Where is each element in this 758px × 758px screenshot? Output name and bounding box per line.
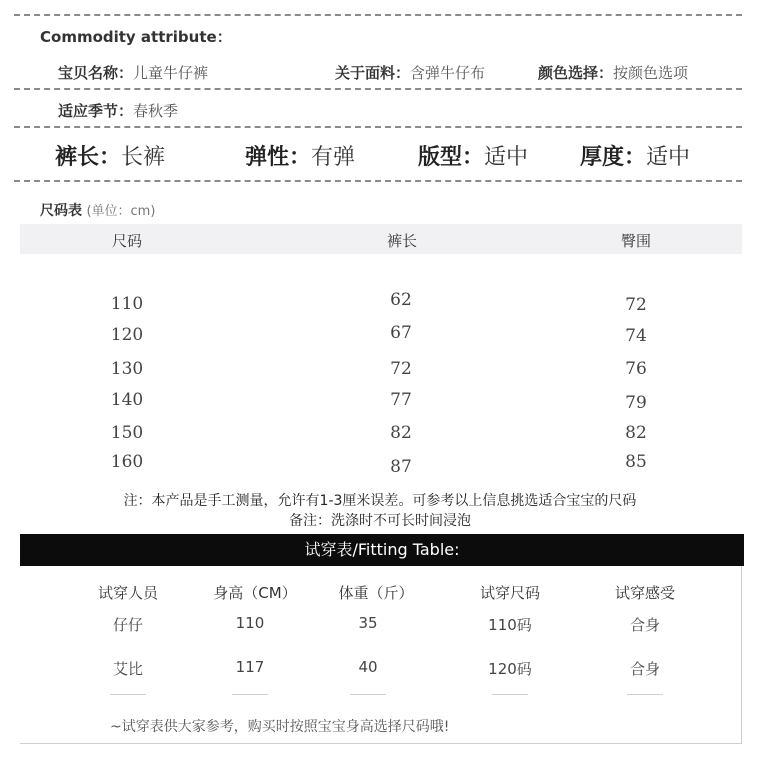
attr-value: 春秋季 <box>133 102 179 120</box>
feature-value: 有弹 <box>311 145 356 170</box>
fitting-header-size: 试穿尺码 <box>479 584 541 602</box>
attr-key: 适应季节： <box>58 102 134 120</box>
fitting-header-person: 试穿人员 <box>97 584 159 602</box>
fitting-cell-feel: 合身 <box>629 660 661 678</box>
size-cell-size: 160 <box>110 452 144 472</box>
fitting-cell-height: 117 <box>235 658 265 676</box>
size-table-label: 尺码表 <box>40 203 82 219</box>
fitting-cell-height: 110 <box>235 614 265 632</box>
size-header-length: 裤长 <box>386 232 418 250</box>
size-cell-length: 77 <box>390 390 412 410</box>
placeholder-dash <box>232 694 268 695</box>
attr-value: 儿童牛仔裤 <box>133 64 209 82</box>
size-cell-length: 62 <box>390 290 412 310</box>
feature-key: 版型： <box>418 145 485 170</box>
size-cell-hip: 74 <box>625 326 647 346</box>
feature-key: 厚度： <box>580 145 647 170</box>
attr-season <box>58 100 178 121</box>
fitting-cell-weight: 35 <box>358 614 378 632</box>
fitting-cell-person: 仔仔 <box>112 616 144 634</box>
feature-thickness <box>580 140 690 171</box>
feature-length <box>55 140 165 171</box>
divider <box>14 180 742 182</box>
size-table-unit: (单位：cm) <box>86 204 156 219</box>
attr-key: 宝贝名称： <box>58 64 134 82</box>
size-cell-hip: 76 <box>625 359 647 379</box>
attr-key: 关于面料： <box>335 64 411 82</box>
feature-elasticity <box>245 140 355 171</box>
attr-fabric <box>335 62 485 83</box>
feature-value: 适中 <box>484 145 529 170</box>
attr-key: 颜色选择： <box>538 64 614 82</box>
attr-value: 含弹牛仔布 <box>410 64 486 82</box>
size-cell-size: 130 <box>110 359 144 379</box>
feature-key: 裤长： <box>55 145 122 170</box>
fitting-header-height: 身高（CM） <box>213 584 297 602</box>
fitting-table-title: 试穿表/Fitting Table: <box>20 534 744 566</box>
size-cell-hip: 82 <box>625 423 647 443</box>
size-cell-length: 67 <box>390 323 412 343</box>
fitting-cell-size: 110码 <box>488 616 532 634</box>
size-cell-hip: 85 <box>625 452 647 472</box>
measurement-note: 注：本产品是手工测量，允许有1-3厘米误差。可参考以上信息挑选适合宝宝的尺码 <box>123 493 637 509</box>
size-cell-length: 82 <box>390 423 412 443</box>
feature-key: 弹性： <box>245 145 312 170</box>
size-cell-length: 72 <box>390 359 412 379</box>
placeholder-dash <box>492 694 528 695</box>
attr-color <box>538 62 688 83</box>
divider <box>14 14 742 16</box>
placeholder-dash <box>627 694 663 695</box>
size-cell-length: 87 <box>390 457 412 477</box>
feature-fit <box>418 140 528 171</box>
attr-value: 按颜色选项 <box>613 64 689 82</box>
fitting-cell-weight: 40 <box>358 658 378 676</box>
size-cell-size: 120 <box>110 325 144 345</box>
placeholder-dash <box>110 694 146 695</box>
fitting-header-weight: 体重（斤） <box>338 584 414 602</box>
fitting-footer-note: ~试穿表供大家参考，购买时按照宝宝身高选择尺码哦! <box>110 719 450 735</box>
size-cell-size: 110 <box>110 294 144 314</box>
divider <box>14 126 742 128</box>
feature-value: 适中 <box>646 145 691 170</box>
size-cell-hip: 72 <box>625 295 647 315</box>
size-header-hip: 臀围 <box>620 232 652 250</box>
placeholder-dash <box>350 694 386 695</box>
feature-value: 长裤 <box>121 145 166 170</box>
size-cell-size: 150 <box>110 423 144 443</box>
size-table-title <box>40 200 155 220</box>
fitting-cell-person: 艾比 <box>112 660 144 678</box>
washing-note: 备注：洗涤时不可长时间浸泡 <box>289 513 471 529</box>
attr-product-name <box>58 62 208 83</box>
size-cell-hip: 79 <box>625 393 647 413</box>
size-table-header <box>20 224 742 254</box>
size-cell-size: 140 <box>110 390 144 410</box>
commodity-attribute-title: Commodity attribute： <box>40 28 232 46</box>
fitting-cell-feel: 合身 <box>629 616 661 634</box>
size-header-size: 尺码 <box>111 232 143 250</box>
divider <box>14 88 742 90</box>
fitting-header-feel: 试穿感受 <box>614 584 676 602</box>
fitting-cell-size: 120码 <box>488 660 532 678</box>
